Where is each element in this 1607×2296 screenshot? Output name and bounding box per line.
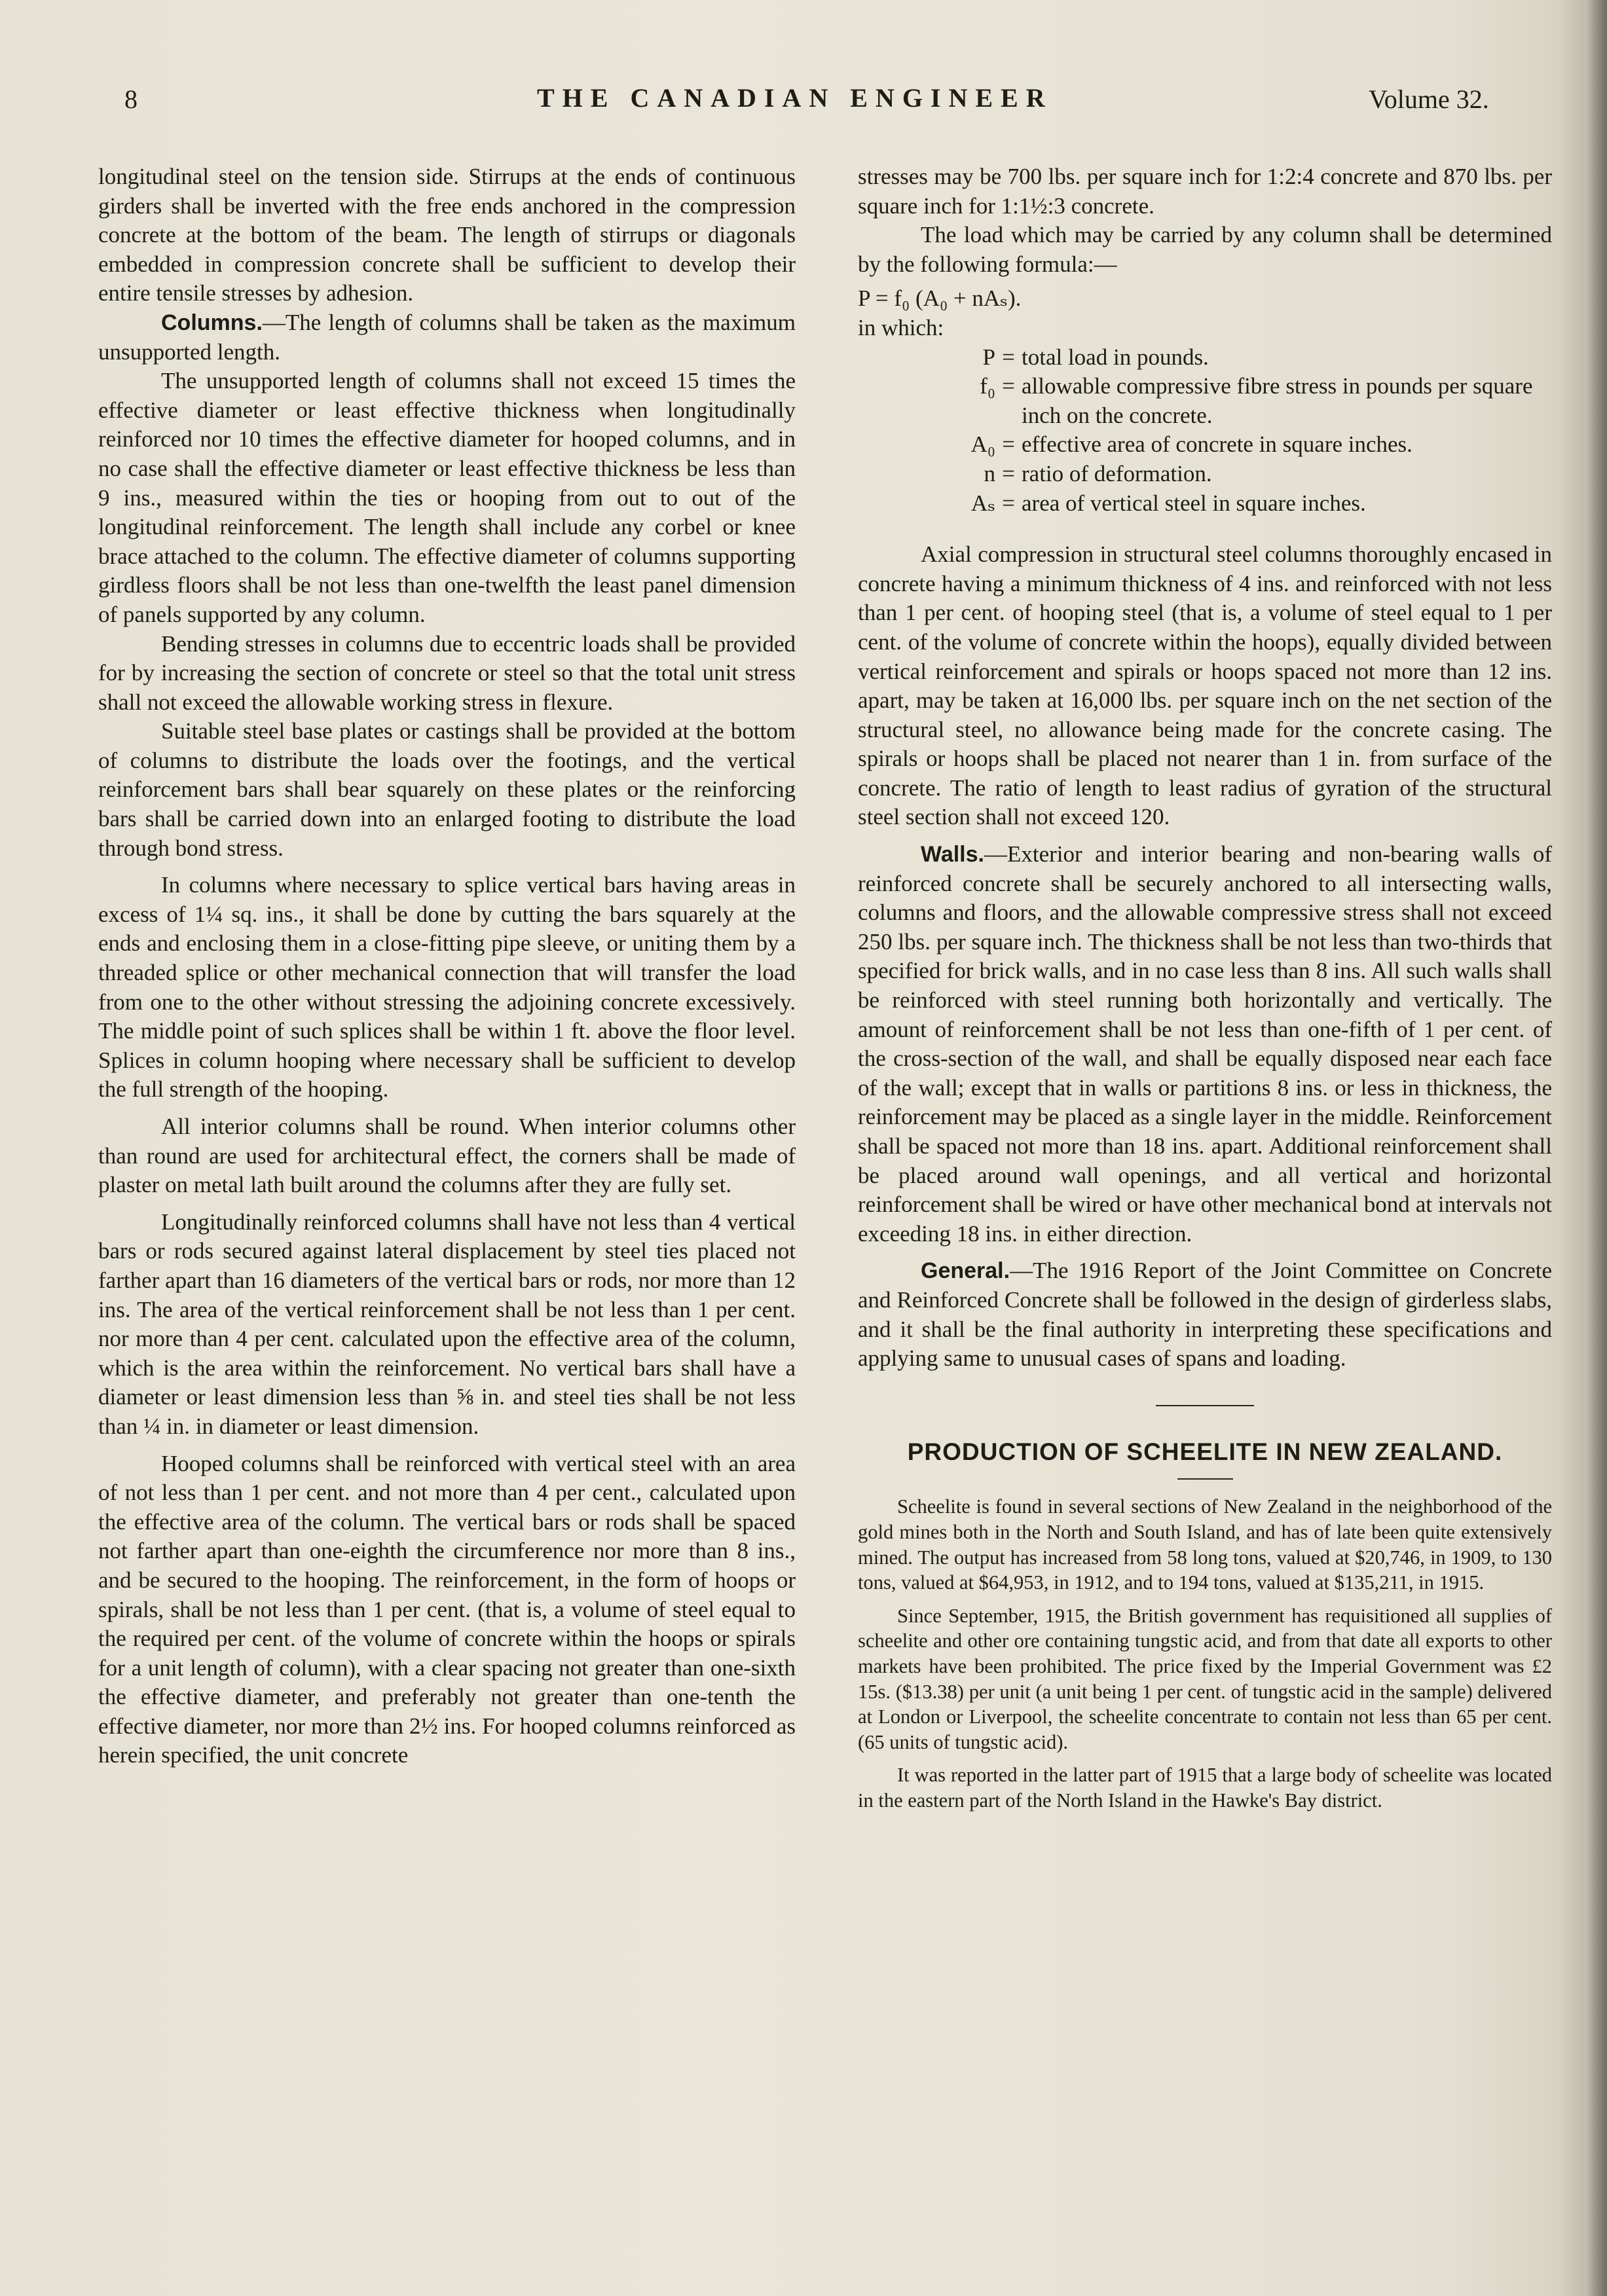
paragraph-text: —The length of columns shall be taken as the maximum unsupported length. [98,309,796,365]
article-body [858,1494,1552,1813]
journal-title: THE CANADIAN ENGINEER [537,83,1053,113]
definition-symbol: f₀ [980,373,995,399]
paragraph: Longitudinally reinforced columns shall have not less than 4 vertical bars or rods secured against lateral displacement by steel ties placed not farther apart than 16 diameters of the vertical bars or rods, nor more than 12 ins. The area of the vertical reinforcement shall be not less than 1 per cent. nor more than 4 per cent. calculated upon the effective area of the column, which is the area within the reinforcement. No vertical bars shall have a diameter or least dimension less than ⅝ in. and steel ties shall be not less than ¼ in. in diameter or least dimension. [98,1209,796,1439]
paragraph: Scheelite is found in several sections of New Zealand in the neighborhood of the gold mines both in the North and South Island, and has of late been quite extensively mined. The output has increased from 58 long tons, valued at $20,746, in 1909, to 130 tons, valued at $64,953, in 1912, and to 194 tons, valued at $135,211, in 1915. [858,1495,1552,1594]
general-heading: General. [921,1258,1010,1284]
definition-row: f₀ = allowable compressive fibre stress in pounds per square inch on the concrete. [858,372,1552,430]
volume-label: Volume 32. [1369,84,1489,114]
walls-paragraph [858,840,1552,1248]
paragraph-text: —The 1916 Report of the Joint Committee on Concrete and Reinforced Concrete shall be followed in the design of girderless slabs, and it shall be the final authority in interpreting these specifications and applying same to unusual cases of spans and loading. [858,1258,1552,1372]
title-divider [1177,1478,1233,1480]
page-edge-shadow [1585,0,1607,2296]
columns-paragraph [98,308,796,367]
page-number: 8 [124,84,138,114]
definition-row: n = ratio of deformation. [858,460,1552,489]
paragraph: stresses may be 700 lbs. per square inch for 1:2:4 concrete and 870 lbs. per square inch for 1:1½:3 concrete. [858,164,1552,219]
walls-heading: Walls. [921,842,984,867]
paragraph-text: —Exterior and interior bearing and non-bearing walls of reinforced concrete shall be securely anchored to all intersecting walls, columns and floors, and the allowable compressive stress shall not exceed 250 lbs. per square inch. The thickness shall be not less than two-thirds that specified for brick walls, and in no case less than 8 ins. All such walls shall be reinforced with steel running both horizontally and vertically. The amount of reinforcement shall be not less than one-fifth of 1 per cent. of the cross-section of the wall, and shall be equally disposed near each face of the wall; except that in walls or partitions 8 ins. or less in thickness, the reinforcement may be placed as a single layer in the middle. Reinforcement shall be spaced not more than 18 ins. apart. Additional reinforcement shall be placed around wall openings, and all vertical and horizontal reinforcement shall be wired or have other mechanical bond at intervals not exceeding 18 ins. in either direction. [858,841,1552,1247]
left-column [98,162,796,1770]
general-paragraph [858,1256,1552,1373]
definition-symbol: A₀ [970,431,995,458]
definition-text: effective area of concrete in square inches. [1022,431,1413,458]
paragraph: Hooped columns shall be reinforced with vertical steel with an area of not less than 1 per cent. and not more than 4 per cent., calculated upon the effective area of the column. The vertical bars or rods shall be spaced not farther apart than one-eighth the circumference nor more than 8 ins., and be secured to the hooping. The reinforcement, in the form of hoops or spirals, shall be not less than 1 per cent. (that is, a volume of steel equal to the required per cent. of the volume of concrete within the hoops or spirals for a unit length of column), with a clear spacing not greater than one-sixth the effective diameter, and preferably not greater than one-tenth the effective diameter, nor more than 2½ ins. For hooped columns reinforced as herein specified, the unit concrete [98,1450,796,1768]
definition-row: P = total load in pounds. [858,343,1552,373]
paragraph: Axial compression in structural steel columns thoroughly encased in concrete having a minimum thickness of 4 ins. and reinforced with not less than 1 per cent. of hooping steel (that is, a volume of steel equal to 1 per cent. of the volume of concrete within the hoops), equally divided between vertical reinforcement and spirals or hoops spaced not more than 12 ins. apart, may be taken at 16,000 lbs. per square inch on the net section of the structural steel, no allowance being made for the concrete casing. The spirals or hoops shall be placed not nearer than 1 in. from surface of the concrete. The ratio of length to least radius of gyration of the structural steel section shall not exceed 120. [858,541,1552,830]
column-load-formula: P = f₀ (A₀ + nAₛ). [858,285,1022,312]
paragraph: Since September, 1915, the British government has requisitioned all supplies of scheelite and other ore containing tungstic acid, and from that date all exports to other markets have been prohibited. The price fixed by the Imperial Government was £2 15s. ($13.38) per unit (a unit being 1 per cent. of tungstic acid in the sample) delivered at London or Liverpool, the scheelite concentrate to contain not less than 65 per cent. (65 units of tungstic acid). [858,1604,1552,1753]
definition-text: allowable compressive fibre stress in pounds per square inch on the concrete. [1022,373,1533,428]
definition-symbol: P [982,344,995,370]
definition-text: ratio of deformation. [1022,460,1212,486]
paragraph: Bending stresses in columns due to eccentric loads shall be provided for by increasing the section of concrete or steel so that the total unit stress shall not exceed the allowable working stress in flexure. [98,630,796,715]
definition-symbol: Aₛ [970,490,995,516]
paragraph: The unsupported length of columns shall not exceed 15 times the effective diameter or least effective thickness when longitudinally reinforced nor 10 times the effective diameter for hooped columns, and in no case shall the effective diameter or least effective thickness be less than 9 ins., measured within the ties or hooping from out to out of the longitudinal reinforcement. The length shall include any corbel or knee brace attached to the column. The effective diameter of columns supporting girdless floors shall be not less than one-twelfth the least panel dimension of panels supported by any column. [98,368,796,627]
definition-row: Aₛ = area of vertical steel in square inches. [858,489,1552,519]
paragraph: It was reported in the latter part of 1915 that a large body of scheelite was located in the eastern part of the North Island in the Hawke's Bay district. [858,1764,1552,1812]
in-which-label: in which: [858,314,944,340]
paragraph: longitudinal steel on the tension side. Stirrups at the ends of continuous girders shall be inverted with the free ends anchored in the compression concrete at the bottom of the beam. The length of stirrups or diagonals embedded in compression concrete shall be sufficient to develop their entire tensile stresses by adhesion. [98,164,796,306]
article-title: PRODUCTION OF SCHEELITE IN NEW ZEALAND. [907,1438,1503,1465]
definition-text: total load in pounds. [1022,344,1209,370]
paragraph: In columns where necessary to splice vertical bars having areas in excess of 1¼ sq. ins., it shall be done by cutting the bars squarely at the ends and enclosing them in a close-fitting pipe sleeve, or uniting them by a threaded splice or other mechanical connection that will transfer the load from one to the other without stressing the adjoining concrete excessively. The middle point of such splices shall be within 1 ft. above the floor level. Splices in column hooping where necessary shall be sufficient to develop the full strength of the hooping. [98,872,796,1102]
paragraph: The load which may be carried by any column shall be determined by the following formula:— [858,222,1552,277]
columns-heading: Columns. [161,310,263,335]
formula-definitions [858,343,1552,519]
paragraph: Suitable steel base plates or castings shall be provided at the bottom of columns to distribute the loads over the footings, and the vertical reinforcement bars shall bear squarely on these plates or the reinforcing bars shall be carried down into an enlarged footing to distribute the load through bond stress. [98,718,796,861]
definition-text: area of vertical steel in square inches. [1022,490,1366,516]
right-column [858,162,1552,1813]
paragraph: All interior columns shall be round. When interior columns other than round are used for architectural effect, the corners shall be made of plaster on metal lath built around the columns after they are fully set. [98,1114,796,1198]
definition-symbol: n [984,460,995,486]
definition-row: A₀ = effective area of concrete in square inches. [858,430,1552,460]
section-divider [1156,1405,1254,1406]
